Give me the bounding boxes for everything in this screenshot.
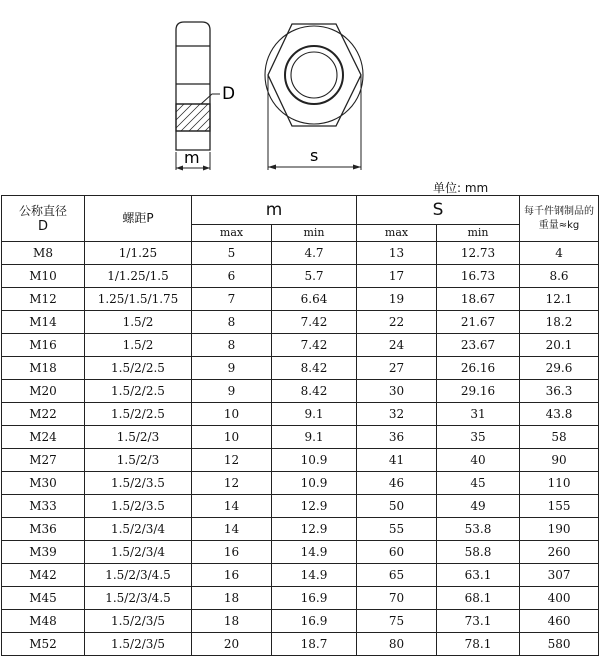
cell-nominal-diameter: M30 [2,472,85,495]
cell-nominal-diameter: M24 [2,426,85,449]
cell-m-min: 5.7 [272,265,357,288]
cell-m-min: 6.64 [272,288,357,311]
cell-s-min: 78.1 [437,633,520,656]
table-row [2,633,599,656]
cell-nominal-diameter: M18 [2,357,85,380]
cell-pitch: 1.5/2/3/4.5 [85,564,192,587]
cell-m-max: 8 [192,311,272,334]
cell-m-min: 10.9 [272,449,357,472]
table-row [2,403,599,426]
cell-s-max: 36 [357,426,437,449]
cell-nominal-diameter: M45 [2,587,85,610]
table-row [2,334,599,357]
cell-m-max: 14 [192,518,272,541]
cell-m-max: 9 [192,357,272,380]
cell-m-min: 9.1 [272,403,357,426]
header-col1-sub: D [37,218,48,234]
cell-nominal-diameter: M20 [2,380,85,403]
header-weight: 每千件钢制品的重量≈kg [520,196,599,242]
cell-pitch: 1.5/2/3.5 [85,472,192,495]
cell-pitch: 1.5/2 [85,334,192,357]
cell-m-min: 7.42 [272,334,357,357]
cell-s-min: 12.73 [437,242,520,265]
cell-weight: 4 [520,242,599,265]
cell-s-max: 50 [357,495,437,518]
cell-s-max: 60 [357,541,437,564]
cell-nominal-diameter: M16 [2,334,85,357]
cell-m-max: 10 [192,403,272,426]
cell-weight: 110 [520,472,599,495]
cell-nominal-diameter: M39 [2,541,85,564]
cell-pitch: 1.25/1.5/1.75 [85,288,192,311]
cell-s-min: 18.67 [437,288,520,311]
cell-m-min: 16.9 [272,610,357,633]
cell-nominal-diameter: M48 [2,610,85,633]
cell-pitch: 1.5/2/3/5 [85,610,192,633]
cell-nominal-diameter: M42 [2,564,85,587]
cell-weight: 36.3 [520,380,599,403]
cell-s-min: 45 [437,472,520,495]
table-row [2,357,599,380]
cell-weight: 580 [520,633,599,656]
cell-m-max: 18 [192,587,272,610]
cell-m-max: 18 [192,610,272,633]
table-row [2,472,599,495]
cell-weight: 58 [520,426,599,449]
cell-weight: 400 [520,587,599,610]
cell-pitch: 1.5/2/3/4 [85,541,192,564]
cell-s-min: 26.16 [437,357,520,380]
cell-nominal-diameter: M12 [2,288,85,311]
table-row [2,610,599,633]
cell-m-min: 14.9 [272,541,357,564]
cell-weight: 460 [520,610,599,633]
cell-s-min: 23.67 [437,334,520,357]
cell-s-max: 30 [357,380,437,403]
cell-s-max: 75 [357,610,437,633]
label-d: D [222,84,236,104]
cell-m-max: 7 [192,288,272,311]
cell-nominal-diameter: M14 [2,311,85,334]
cell-s-max: 65 [357,564,437,587]
cell-s-max: 80 [357,633,437,656]
cell-s-max: 32 [357,403,437,426]
cell-m-max: 20 [192,633,272,656]
cell-pitch: 1.5/2/3 [85,426,192,449]
cell-m-max: 5 [192,242,272,265]
cell-pitch: 1/1.25/1.5 [85,265,192,288]
header-pitch: 螺距P [85,196,192,242]
cell-weight: 190 [520,518,599,541]
cell-s-min: 63.1 [437,564,520,587]
cell-pitch: 1.5/2/3.5 [85,495,192,518]
cell-weight: 155 [520,495,599,518]
cell-nominal-diameter: M52 [2,633,85,656]
cell-s-min: 68.1 [437,587,520,610]
table-row [2,311,599,334]
cell-m-min: 12.9 [272,495,357,518]
cell-s-max: 17 [357,265,437,288]
cell-s-min: 21.67 [437,311,520,334]
cell-s-max: 55 [357,518,437,541]
table-row [2,495,599,518]
cell-m-min: 8.42 [272,380,357,403]
cell-m-max: 12 [192,472,272,495]
cell-pitch: 1.5/2/3/4 [85,518,192,541]
table-row [2,380,599,403]
cell-nominal-diameter: M27 [2,449,85,472]
cell-m-max: 16 [192,541,272,564]
cell-m-max: 8 [192,334,272,357]
header-m-min: min [272,225,357,242]
cell-weight: 43.8 [520,403,599,426]
cell-m-min: 14.9 [272,564,357,587]
cell-s-max: 24 [357,334,437,357]
cell-s-max: 19 [357,288,437,311]
cell-weight: 307 [520,564,599,587]
nut-drawing [0,0,600,180]
header-m-max: max [192,225,272,242]
cell-m-max: 6 [192,265,272,288]
cell-m-min: 8.42 [272,357,357,380]
header-col1-label: 公称直径 [18,203,67,218]
table-row [2,518,599,541]
cell-m-min: 9.1 [272,426,357,449]
table-row [2,449,599,472]
table-row [2,265,599,288]
cell-s-max: 46 [357,472,437,495]
label-s: s [310,146,319,165]
cell-s-max: 13 [357,242,437,265]
cell-weight: 90 [520,449,599,472]
cell-pitch: 1.5/2/3 [85,449,192,472]
cell-s-max: 41 [357,449,437,472]
header-s: S [357,196,520,225]
cell-m-min: 16.9 [272,587,357,610]
table-row [2,288,599,311]
cell-m-min: 10.9 [272,472,357,495]
cell-pitch: 1.5/2/3/5 [85,633,192,656]
cell-weight: 20.1 [520,334,599,357]
cell-s-min: 35 [437,426,520,449]
cell-m-min: 4.7 [272,242,357,265]
table-row [2,541,599,564]
cell-m-max: 10 [192,426,272,449]
cell-m-min: 12.9 [272,518,357,541]
cell-s-min: 31 [437,403,520,426]
cell-weight: 18.2 [520,311,599,334]
table-row [2,587,599,610]
cell-nominal-diameter: M10 [2,265,85,288]
cell-s-max: 70 [357,587,437,610]
header-s-max: max [357,225,437,242]
cell-s-min: 73.1 [437,610,520,633]
cell-m-min: 18.7 [272,633,357,656]
cell-s-min: 29.16 [437,380,520,403]
table-row [2,242,599,265]
cell-s-min: 49 [437,495,520,518]
cell-s-min: 53.8 [437,518,520,541]
cell-m-max: 16 [192,564,272,587]
cell-pitch: 1/1.25 [85,242,192,265]
header-s-min: min [437,225,520,242]
cell-m-max: 9 [192,380,272,403]
label-m: m [184,148,200,167]
header-m: m [192,196,357,225]
table-row [2,426,599,449]
cell-m-min: 7.42 [272,311,357,334]
cell-m-max: 12 [192,449,272,472]
unit-label: 单位: mm [433,181,489,195]
cell-pitch: 1.5/2/2.5 [85,357,192,380]
cell-s-min: 40 [437,449,520,472]
cell-s-min: 16.73 [437,265,520,288]
cell-pitch: 1.5/2 [85,311,192,334]
cell-weight: 12.1 [520,288,599,311]
table-row [2,564,599,587]
cell-pitch: 1.5/2/2.5 [85,380,192,403]
cell-m-max: 14 [192,495,272,518]
cell-nominal-diameter: M33 [2,495,85,518]
cell-pitch: 1.5/2/2.5 [85,403,192,426]
header-row [2,196,599,225]
table-body [2,242,599,656]
cell-weight: 260 [520,541,599,564]
cell-weight: 8.6 [520,265,599,288]
cell-nominal-diameter: M36 [2,518,85,541]
cell-weight: 29.6 [520,357,599,380]
header-nominal-diameter [2,196,85,242]
cell-s-min: 58.8 [437,541,520,564]
cell-pitch: 1.5/2/3/4.5 [85,587,192,610]
cell-nominal-diameter: M8 [2,242,85,265]
cell-nominal-diameter: M22 [2,403,85,426]
spec-table [1,195,599,656]
cell-s-max: 27 [357,357,437,380]
cell-s-max: 22 [357,311,437,334]
